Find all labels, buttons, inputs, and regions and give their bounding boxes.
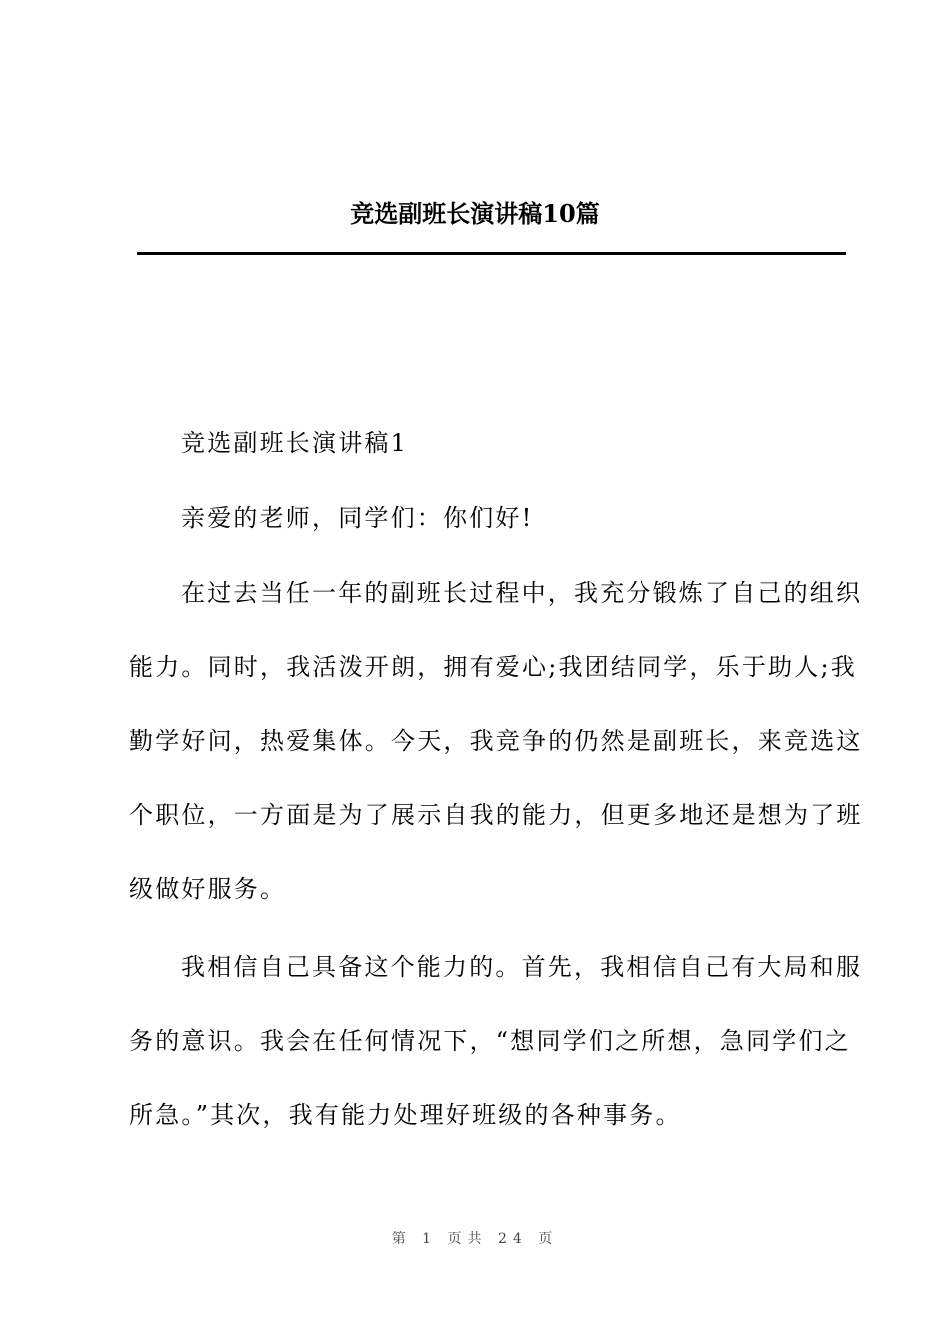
title-divider <box>137 252 846 255</box>
paragraph-line: 能力。同时，我活泼开朗，拥有爱心;我团结同学，乐于助人;我 <box>129 653 857 681</box>
document-title: 竞选副班长演讲稿10篇 <box>350 199 600 228</box>
page-number-footer: 第 1 页共 24 页 <box>391 1231 559 1247</box>
paragraph-1 <box>129 406 843 480</box>
paragraph-line: 务的意识。我会在任何情况下，“想同学们之所想，急同学们之 <box>129 1027 851 1055</box>
paragraph-line: 竞选副班长演讲稿1 <box>181 429 409 457</box>
paragraph-line: 勤学好问，热爱集体。今天，我竞争的仍然是副班长，来竞选这 <box>129 727 863 755</box>
paragraph-3 <box>129 556 863 926</box>
paragraph-line: 个职位，一方面是为了展示自我的能力，但更多地还是想为了班 <box>129 801 863 829</box>
paragraph-line: 亲爱的老师，同学们：你们好! <box>181 504 534 532</box>
paragraph-line: 级做好服务。 <box>129 875 287 903</box>
paragraph-line: 我相信自己具备这个能力的。首先，我相信自己有大局和服 <box>181 953 863 981</box>
paragraph-line: 在过去当任一年的副班长过程中，我充分锻炼了自己的组织 <box>181 579 863 607</box>
paragraph-line: 所急。”其次，我有能力处理好班级的各种事务。 <box>129 1101 682 1129</box>
paragraph-4 <box>129 930 863 1152</box>
paragraph-2 <box>129 481 843 555</box>
